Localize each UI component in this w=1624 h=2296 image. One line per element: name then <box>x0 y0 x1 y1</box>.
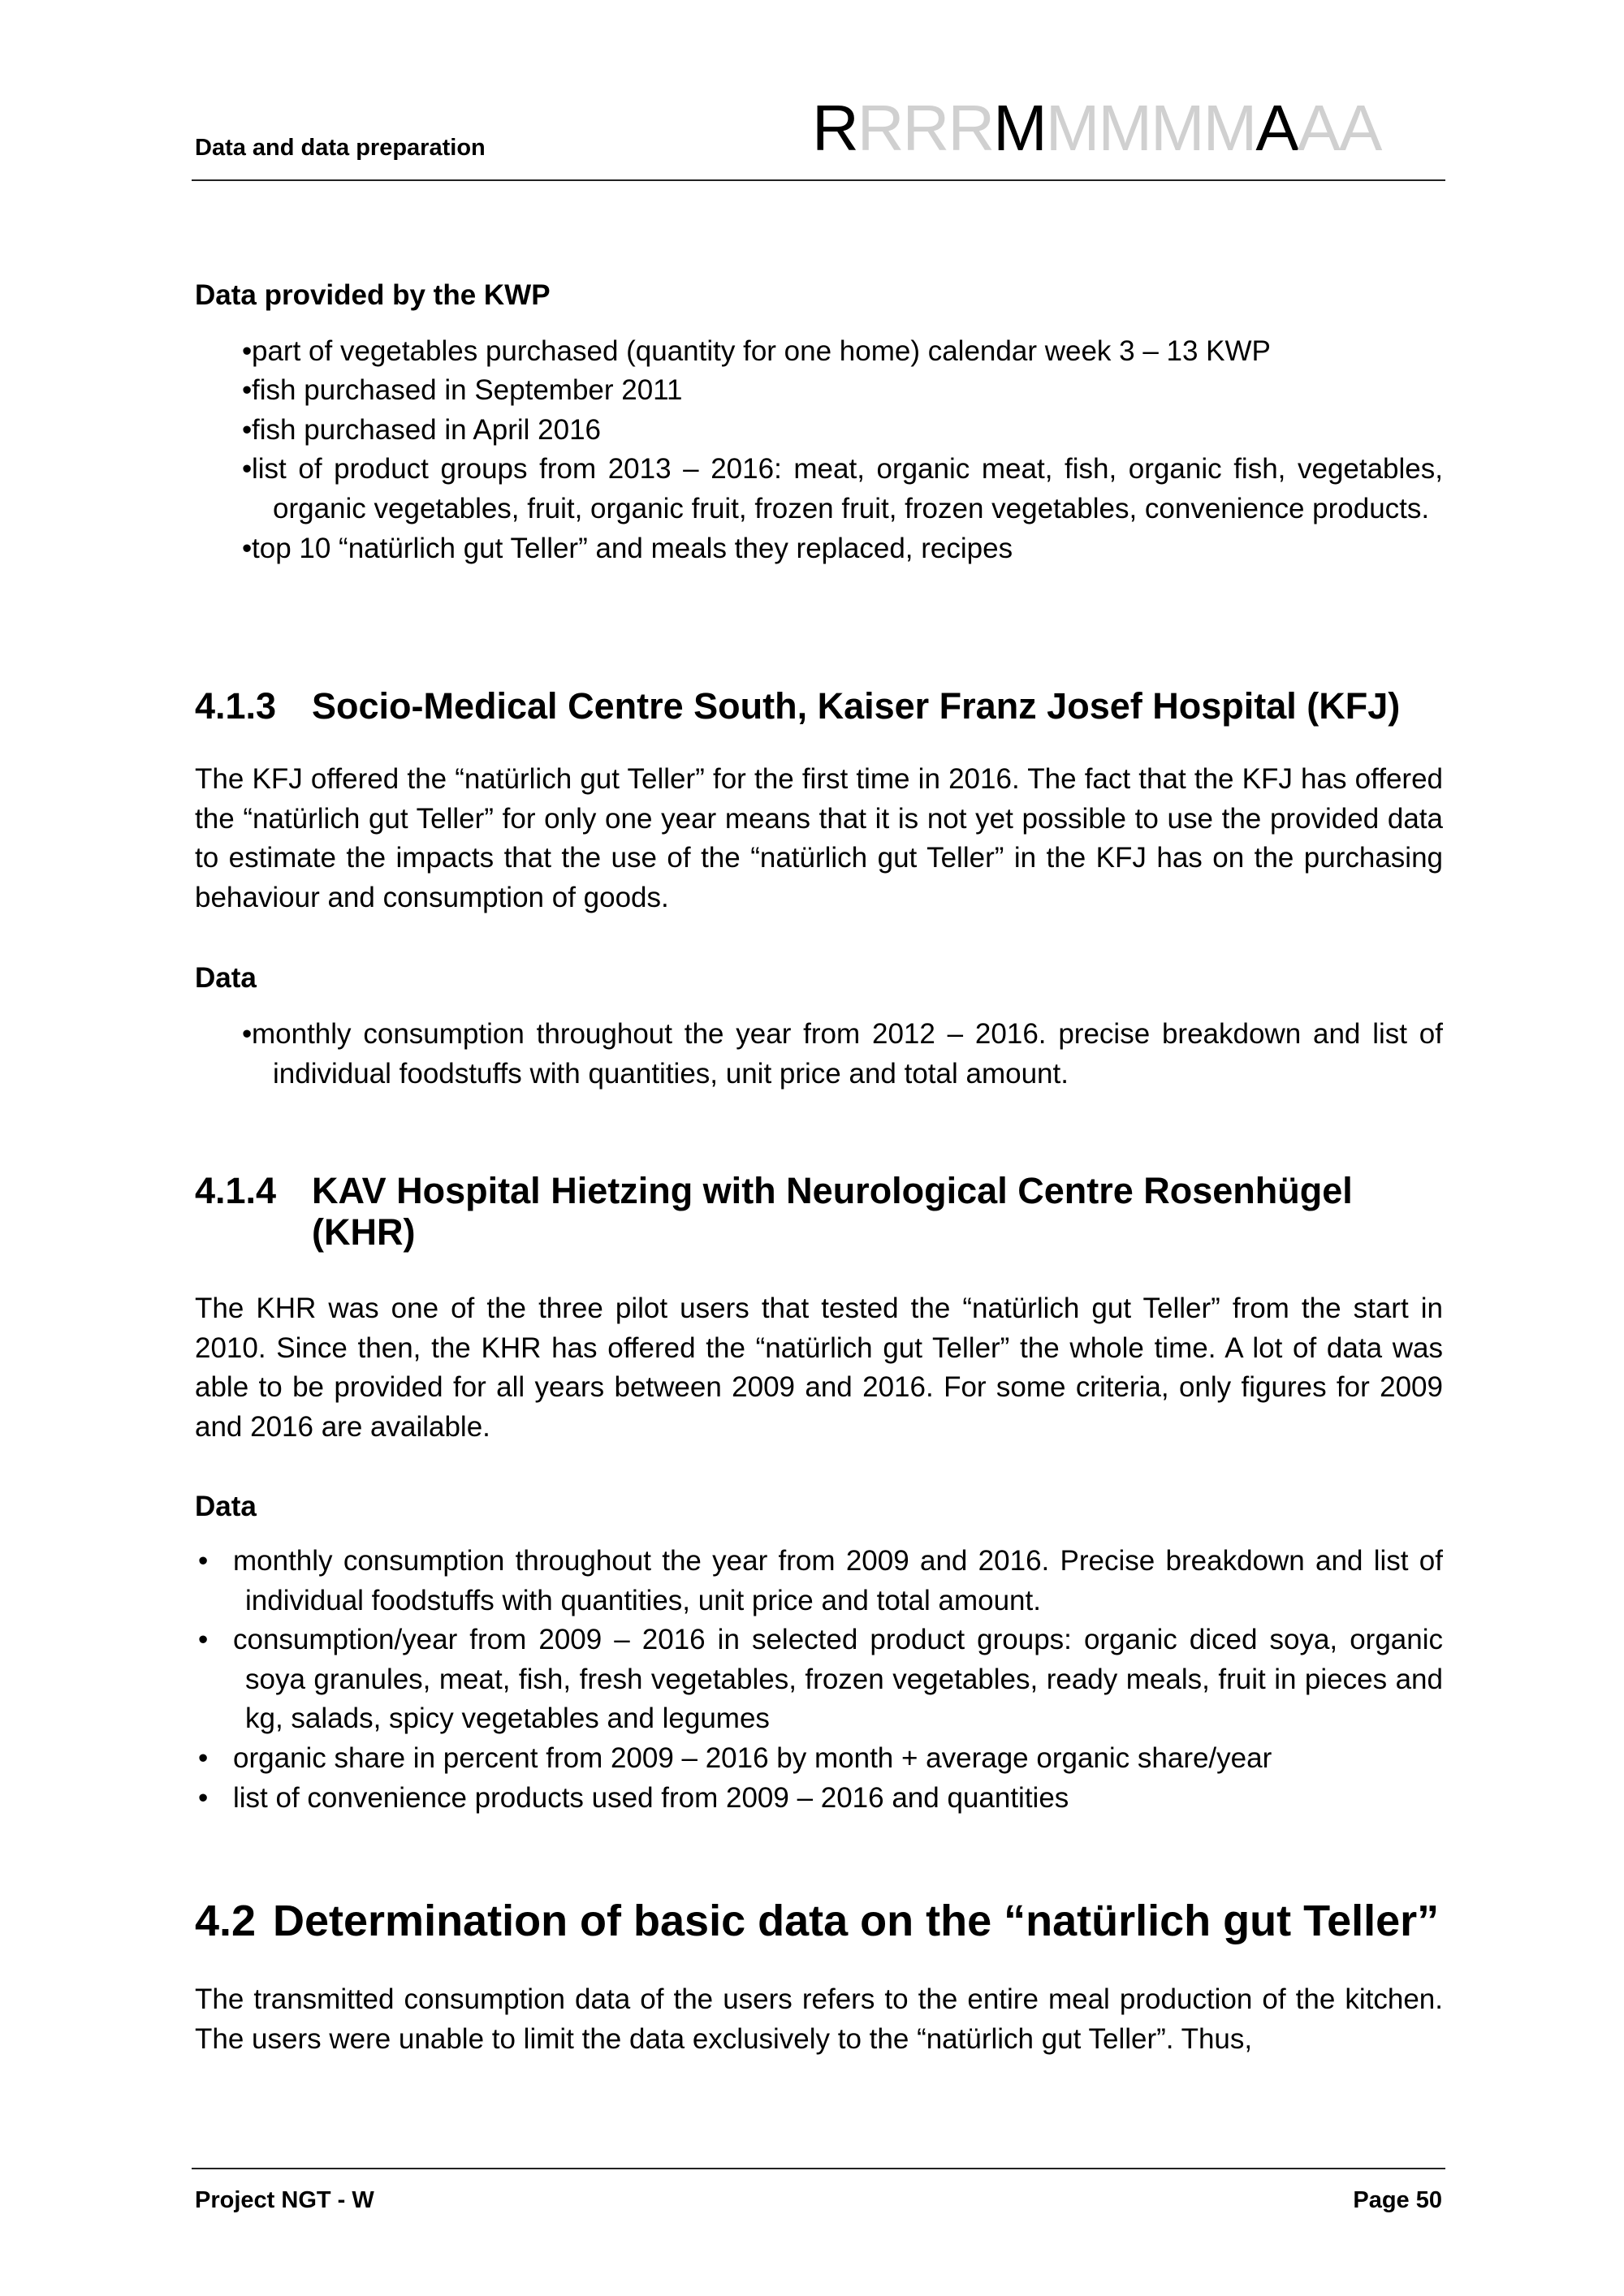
header-divider <box>192 179 1445 181</box>
footer-divider <box>192 2168 1445 2169</box>
list-item: • fish purchased in April 2016 <box>242 413 601 446</box>
list <box>195 1015 1443 1094</box>
subheading: Data <box>195 962 257 994</box>
paragraph: The KHR was one of the three pilot users that tested the “natürlich gut Teller” from the start in 2010. Since then, the KHR has offered the “natürlich gut Teller” the whole time. A lot of data was able to be provided for all years between 2009 and 2016. For some criteria, only figures for 2009 and 2016 are available. <box>195 1293 1443 1443</box>
subheading: Data provided by the KWP <box>195 279 551 311</box>
list-item: • organic share in percent from 2009 – 2016 by month + average organic share/year <box>198 1741 1272 1774</box>
list <box>195 1542 1443 1818</box>
section-heading-4-1-4: 4.1.4 KAV Hospital Hietzing with Neurological Centre Rosenhügel (KHR) <box>195 1170 1353 1253</box>
list-item: • monthly consumption throughout the year from 2009 and 2016. Precise breakdown and list of individual foodstuffs with quantities, unit price and total amount. <box>198 1545 1443 1616</box>
section-heading-4-2: 4.2 Determination of basic data on the “natürlich gut Teller” <box>195 1897 1440 1945</box>
list-item: • monthly consumption throughout the year from 2012 – 2016. precise breakdown and list of individual foodstuffs with quantities, unit price and total amount. <box>242 1018 1443 1090</box>
list-item: • list of convenience products used from 2009 – 2016 and quantities <box>198 1781 1069 1814</box>
footer-project: Project NGT - W <box>195 2187 374 2213</box>
project-logo: RRRRMMMMMAAA <box>812 92 1381 164</box>
section-kwp <box>195 276 1443 568</box>
list-item: • top 10 “natürlich gut Teller” and meals they replaced, recipes <box>242 532 1013 564</box>
paragraph: The KFJ offered the “natürlich gut Teller” for the first time in 2016. The fact that the KFJ has offered the “natürlich gut Teller” for only one year means that it is not yet possible to use the provided data to estimate the impacts that the use of the “natürlich gut Teller” in the KFJ has on the purchasing behaviour and consumption of goods. <box>195 763 1443 913</box>
list-item: • fish purchased in September 2011 <box>242 374 683 407</box>
section-heading-4-1-3: 4.1.3 Socio-Medical Centre South, Kaiser Franz Josef Hospital (KFJ) <box>195 685 1401 727</box>
list-item: • consumption/year from 2009 – 2016 in selected product groups: organic diced soya, organic soya granules, meat, fish, fresh vegetables, frozen vegetables, ready meals, fruit in pieces and kg, salads, spicy vegetables and legumes <box>198 1624 1443 1735</box>
subheading: Data <box>195 1491 257 1522</box>
running-header-title: Data and data preparation <box>195 135 486 161</box>
list-item: • part of vegetables purchased (quantity for one home) calendar week 3 – 13 KWP <box>242 334 1271 367</box>
paragraph: The transmitted consumption data of the users refers to the entire meal production of the kitchen. The users were unable to limit the data exclusively to the “natürlich gut Teller”. Thus, <box>195 1983 1443 2055</box>
page-number: Page 50 <box>1353 2187 1442 2213</box>
list-item: • list of product groups from 2013 – 2016: meat, organic meat, fish, organic fish, vegetables, organic vegetables, fruit, organic fruit, frozen fruit, frozen vegetables, convenience products. <box>242 453 1443 524</box>
